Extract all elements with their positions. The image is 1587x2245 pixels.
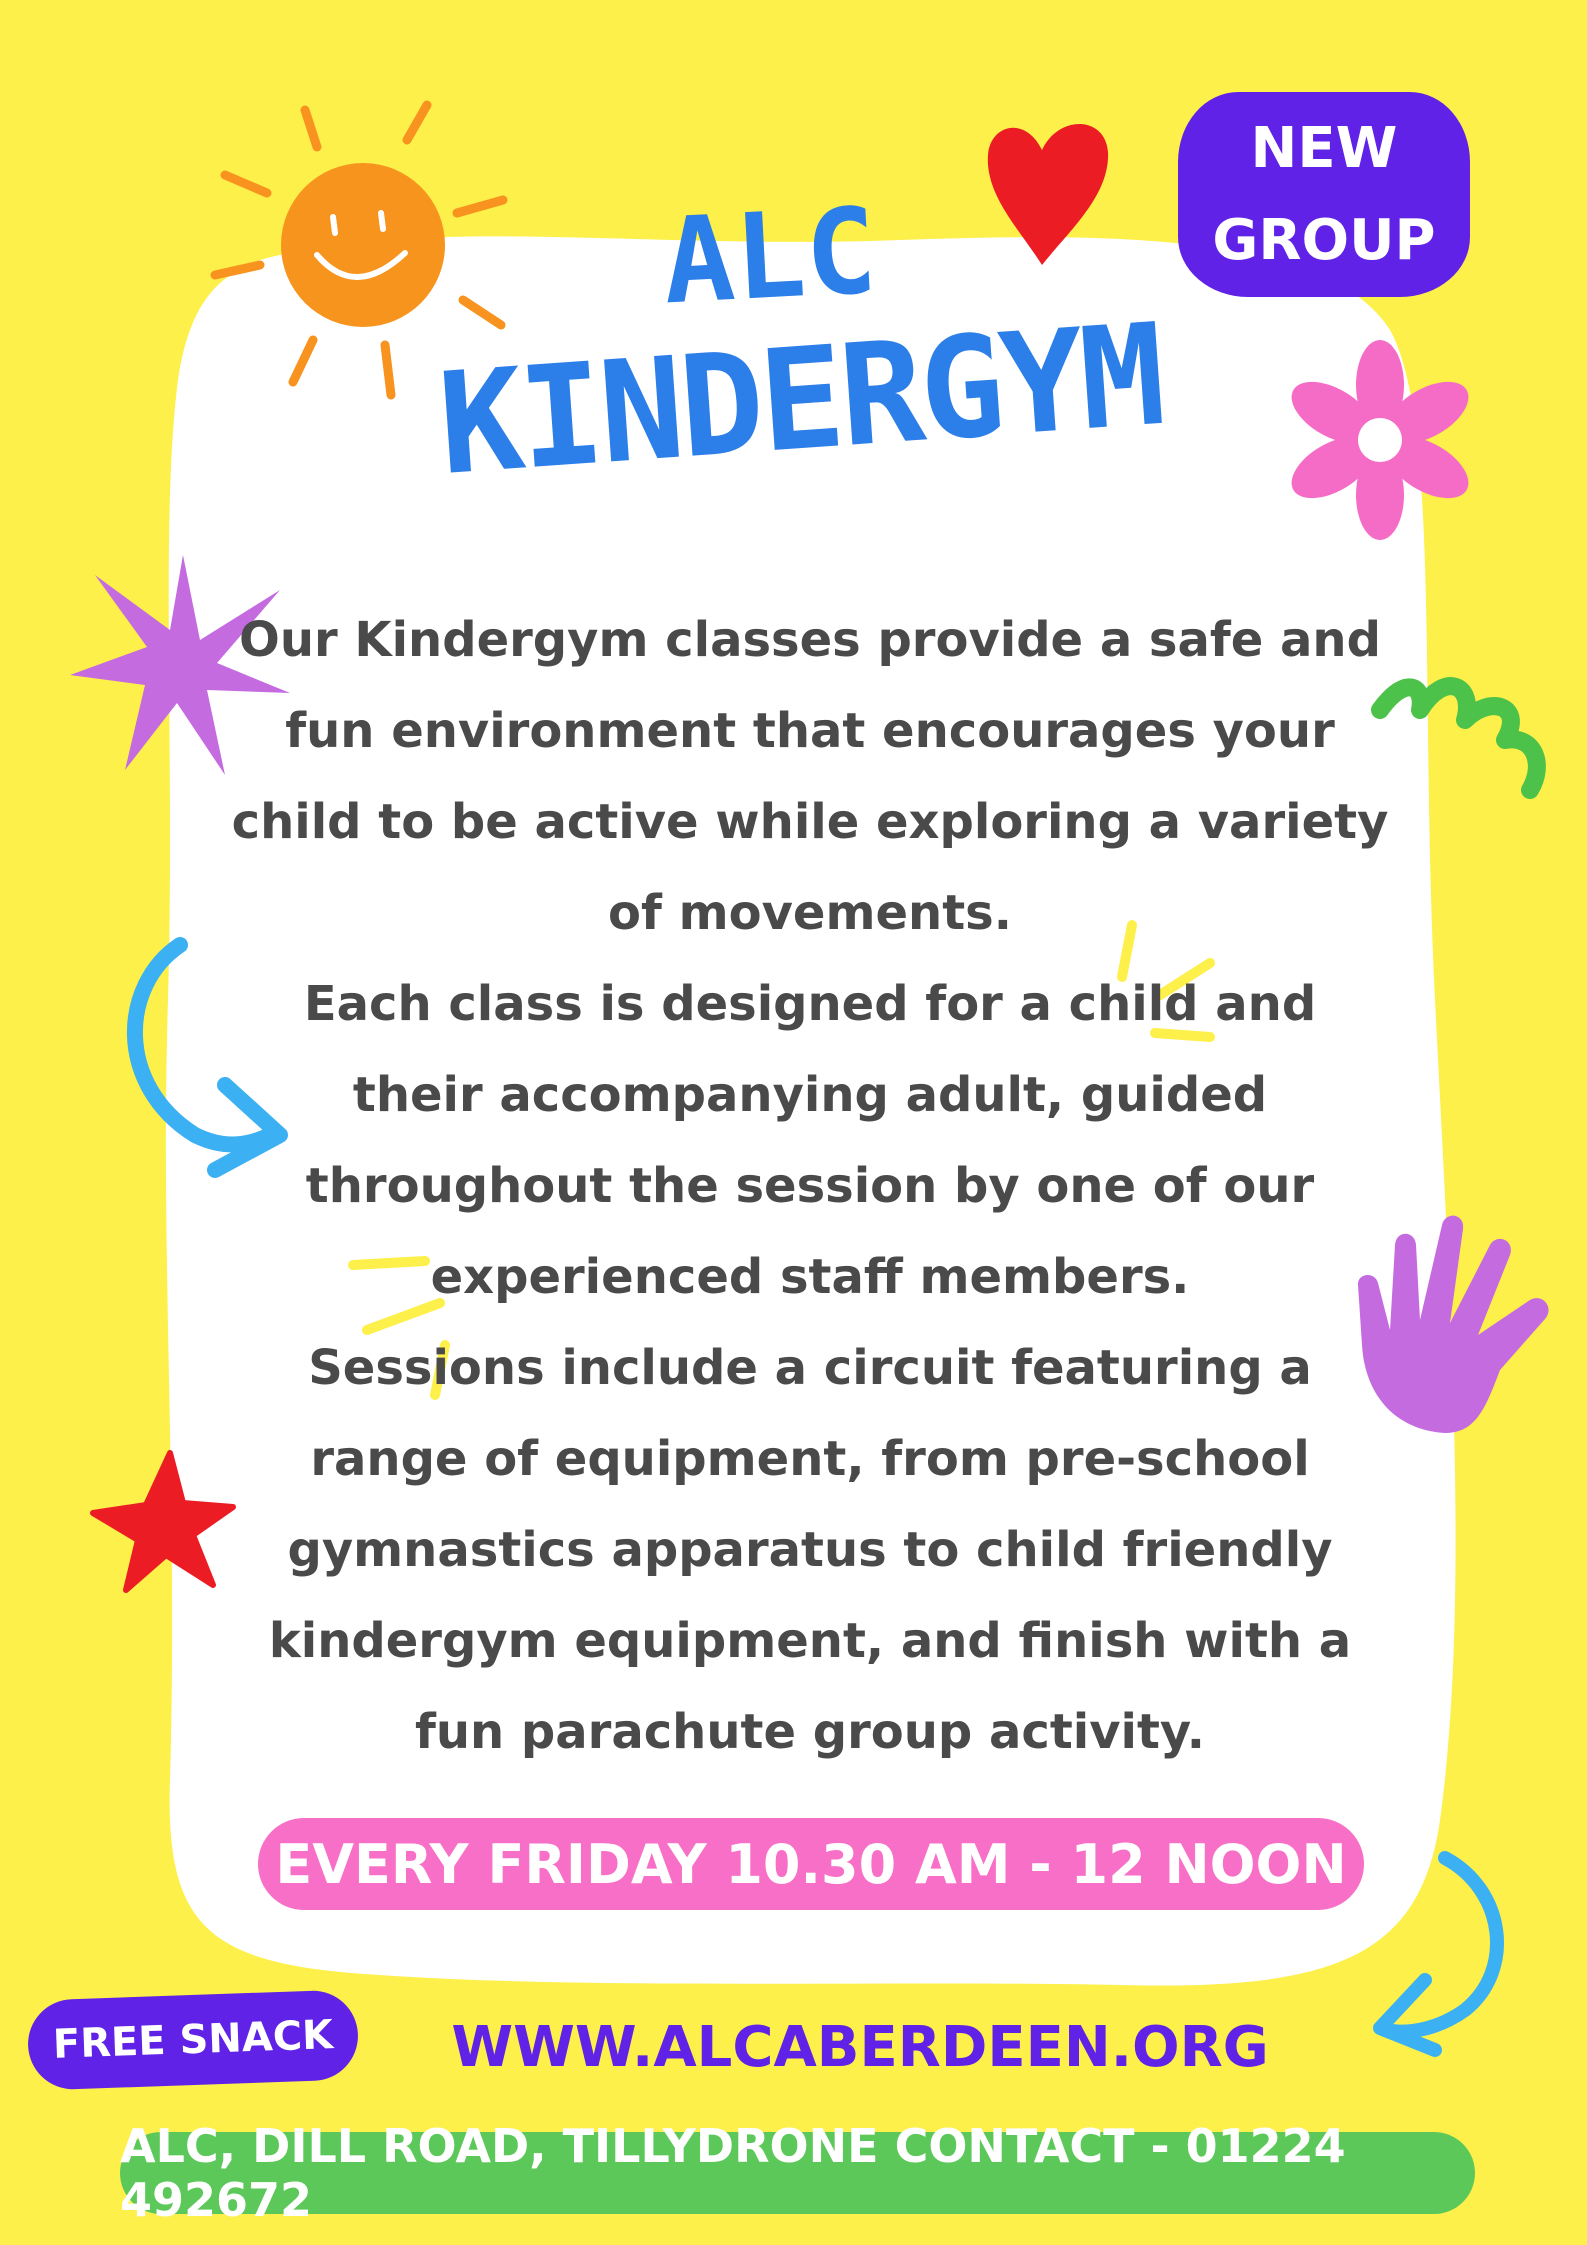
description-line: throughout the session by one of our xyxy=(305,1158,1315,1214)
description-line: Our Kindergym classes provide a safe and xyxy=(239,612,1381,668)
description-line: kindergym equipment, and finish with a xyxy=(268,1613,1352,1669)
description-line: range of equipment, from pre-school xyxy=(310,1431,1310,1487)
description xyxy=(210,595,1410,1778)
title-line-1: ALC xyxy=(659,181,880,331)
description-paragraph-2 xyxy=(210,959,1410,1323)
website-link[interactable]: WWW.ALCABERDEEN.ORG xyxy=(451,2015,1269,2080)
free-snack-badge xyxy=(27,1989,360,2090)
description-line: gymnastics apparatus to child friendly xyxy=(287,1522,1333,1578)
address-contact-bar xyxy=(120,2119,1475,2227)
flower-icon xyxy=(1285,340,1475,540)
free-snack-text: FREE SNACK xyxy=(52,2012,334,2068)
curved-arrow-icon xyxy=(1365,1850,1525,2060)
description-line: experienced staff members. xyxy=(430,1249,1190,1305)
description-line: of movements. xyxy=(608,885,1012,941)
schedule-text: EVERY FRIDAY 10.30 AM - 12 NOON xyxy=(275,1832,1347,1896)
description-paragraph-1 xyxy=(210,595,1410,959)
badge-line-1: NEW xyxy=(1250,115,1398,181)
badge-line-2: GROUP xyxy=(1212,207,1436,273)
address-contact-text: ALC, DILL ROAD, TILLYDRONE CONTACT - 01224 492672 xyxy=(120,2119,1346,2227)
description-line: fun environment that encourages your xyxy=(285,703,1335,759)
description-line: fun parachute group activity. xyxy=(414,1704,1206,1760)
description-line: their accompanying adult, guided xyxy=(352,1067,1268,1123)
schedule-badge xyxy=(258,1818,1364,1910)
description-line: child to be active while exploring a variety xyxy=(231,794,1389,850)
page-title xyxy=(330,181,1270,507)
description-line: Each class is designed for a child and xyxy=(303,976,1317,1032)
description-line: Sessions include a circuit featuring a xyxy=(308,1340,1312,1396)
title-line-2: KINDERGYM xyxy=(433,293,1167,507)
description-paragraph-3 xyxy=(210,1323,1410,1778)
